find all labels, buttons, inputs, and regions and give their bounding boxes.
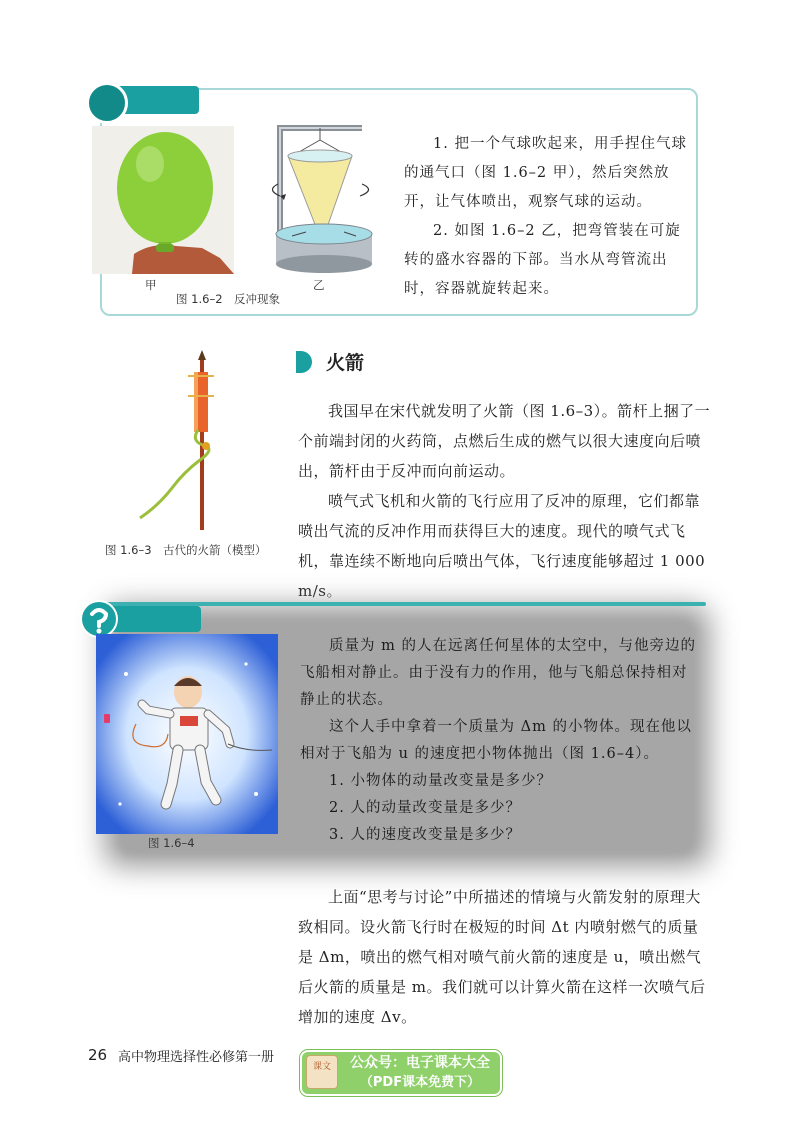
section-title-rocket: 火箭 [326, 352, 365, 374]
rocket-text [298, 396, 712, 606]
figure-1-6-2-caption: 图 1.6–2 反冲现象 [176, 292, 281, 306]
astronaut-frame [96, 634, 278, 834]
stamp-line-1: 公众号：电子课本大全 [350, 1055, 490, 1071]
stamp-book-icon [306, 1055, 338, 1089]
question-3: 3. 人的速度改变量是多少？ [329, 827, 521, 843]
after-paragraph: 上面“思考与讨论”中所描述的情境与火箭发射的原理大致相同。设火箭飞行时在极短的时间 Δt 内喷射燃气的质量是 Δm，喷出的燃气相对喷气前火箭的速度是 u，喷出燃气后火箭的质量是 m。我们就可以计算火箭在这样一次喷气后增加的速度 Δv。 [298, 888, 706, 1026]
activity-paragraph-2: 2. 如图 1.6–2 乙，把弯管装在可旋转的盛水容器的下部。当水从弯管流出时，容器就旋转起来。 [404, 223, 681, 297]
book-title: 高中物理选择性必修第一册 [118, 1050, 275, 1065]
stamp-line-2: （PDF课本免费下） [359, 1075, 481, 1090]
discussion-paragraph-2: 这个人手中拿着一个质量为 Δm 的小物体。现在他以相对于飞船为 u 的速度把小物体抛出（图 1.6–4）。 [300, 719, 692, 762]
page-number: 26 [88, 1046, 108, 1064]
rotating-container-figure [266, 124, 384, 274]
activity-text [404, 130, 694, 304]
section-marker-icon [296, 351, 312, 373]
discussion-paragraph-1: 质量为 m 的人在远离任何星体的太空中，与他旁边的飞船相对静止。由于没有力的作用，他与飞船总保持相对静止的状态。 [300, 638, 696, 708]
rocket-paragraph-2: 喷气式飞机和火箭的飞行应用了反冲的原理，它们都靠喷出气流的反冲作用而获得巨大的速度。现代的喷气式飞机，靠连续不断地向后喷出气体，飞行速度能够超过 1 000 m/s。 [298, 492, 706, 600]
question-1: 1. 小物体的动量改变量是多少？ [329, 773, 552, 789]
activity-paragraph-1: 1. 把一个气球吹起来，用手捏住气球的通气口（图 1.6–2 甲），然后突然放开，让气体喷出，观察气球的运动。 [404, 136, 687, 210]
stamp-icon-label: 课文 [312, 1062, 331, 1072]
caption-jia: 甲 [145, 278, 157, 292]
balloon-photo [92, 126, 234, 274]
figure-1-6-4-caption: 图 1.6–4 [148, 836, 195, 850]
balloon-shape [117, 132, 213, 244]
question-2: 2. 人的动量改变量是多少？ [329, 800, 521, 816]
figure-1-6-3-caption: 图 1.6–3 古代的火箭（模型） [105, 543, 267, 557]
small-object [104, 714, 110, 723]
activity-icon [86, 82, 128, 124]
caption-yi: 乙 [313, 278, 325, 292]
astronaut-picture [96, 634, 278, 834]
rocket-paragraph-1: 我国早在宋代就发明了火箭（图 1.6–3）。箭杆上捆了一个前端封闭的火药筒，点燃后生成的燃气以很大速度向后喷出，箭杆由于反冲而向前运动。 [298, 402, 711, 480]
ancient-rocket-figure [128, 350, 218, 532]
after-text [298, 882, 710, 1032]
discussion-text [300, 633, 700, 849]
discussion-icon [80, 600, 118, 638]
